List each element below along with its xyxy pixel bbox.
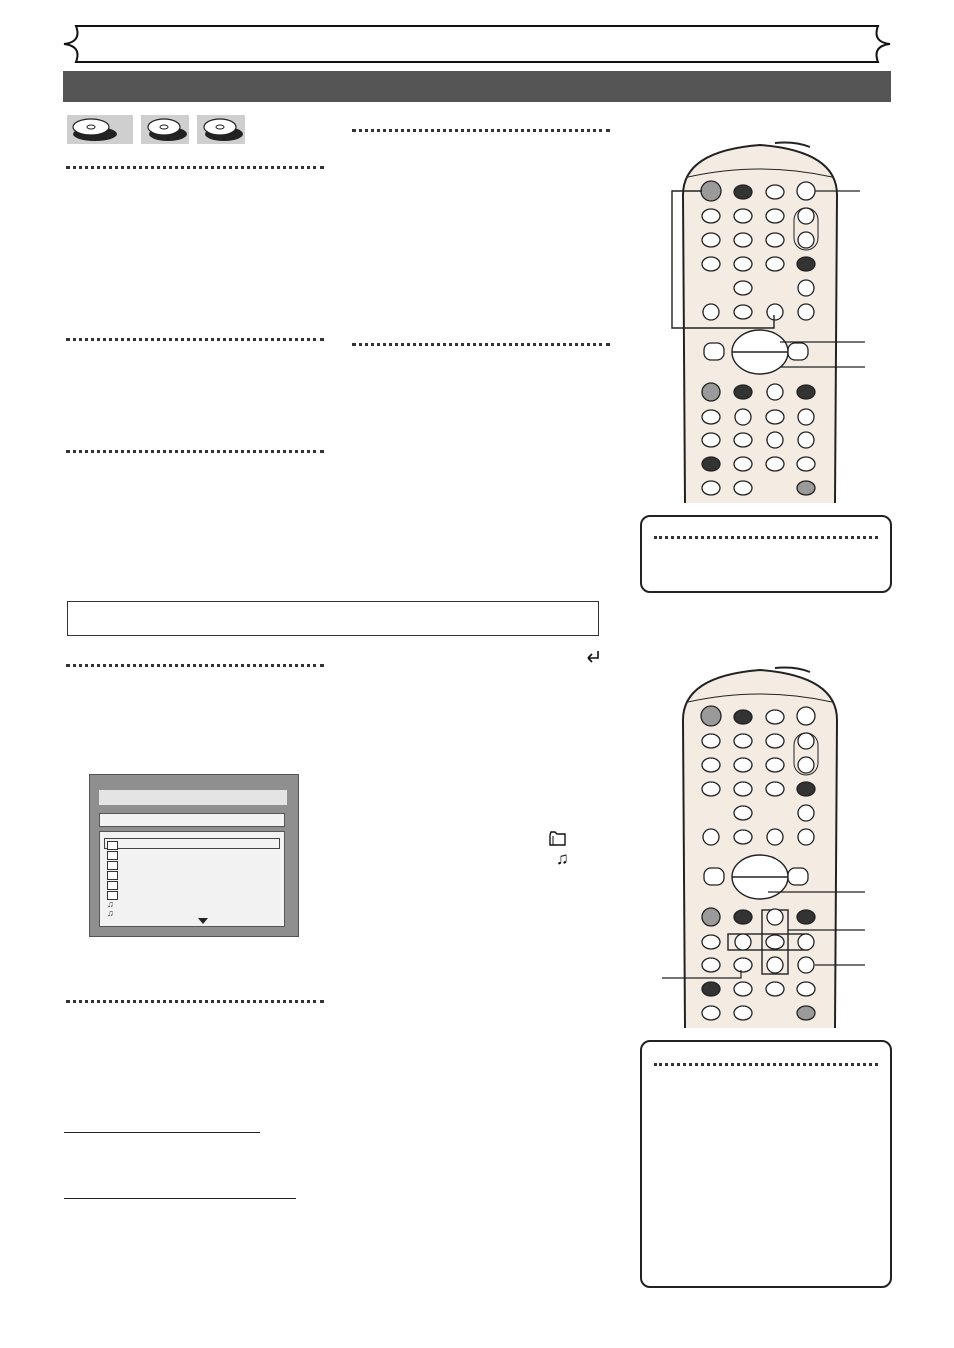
screen-file-list — [99, 831, 285, 927]
chapter-header-banner — [62, 20, 892, 64]
dvd-disc-icon — [67, 115, 133, 144]
music-note-icon: ♫ — [107, 899, 114, 909]
heading-rule — [66, 664, 324, 667]
scroll-down-arrow-icon[interactable] — [198, 918, 208, 924]
underline-rule — [64, 1132, 260, 1133]
folder-icon — [107, 861, 118, 870]
cd-disc-icon — [141, 115, 189, 144]
music-note-icon: ♫ — [556, 849, 569, 868]
section-title-bar — [63, 71, 891, 102]
folder-icon — [107, 871, 118, 880]
hint-heading-rule — [654, 1063, 878, 1066]
heading-rule — [352, 129, 610, 132]
heading-rule — [66, 450, 324, 453]
selection-highlight — [104, 838, 280, 849]
section-title — [63, 71, 891, 83]
heading-rule — [66, 1000, 324, 1003]
remote-control-bottom — [650, 660, 870, 1030]
dvd-disc-badge — [67, 115, 133, 144]
section-subtitle-box — [67, 601, 599, 636]
hint-box-bottom — [640, 1040, 892, 1288]
cd-disc-badge-2 — [197, 115, 245, 144]
heading-rule — [352, 343, 610, 346]
file-list-screen — [89, 774, 299, 937]
screen-path — [99, 813, 285, 827]
enter-icon — [585, 650, 601, 664]
folder-icon — [107, 881, 118, 890]
screen-title — [99, 790, 287, 805]
folder-icon — [107, 841, 118, 850]
cd-disc-icon — [197, 115, 245, 144]
music-note-icon: ♫ — [107, 908, 114, 918]
remote-control-top — [650, 135, 870, 505]
heading-rule — [66, 338, 324, 341]
underline-rule — [64, 1198, 296, 1199]
hint-heading-rule — [654, 536, 878, 539]
folder-icon — [107, 851, 118, 860]
cd-disc-badge-1 — [141, 115, 189, 144]
heading-rule — [66, 166, 324, 169]
folder-icon — [549, 831, 567, 847]
hint-box-top — [640, 515, 892, 593]
